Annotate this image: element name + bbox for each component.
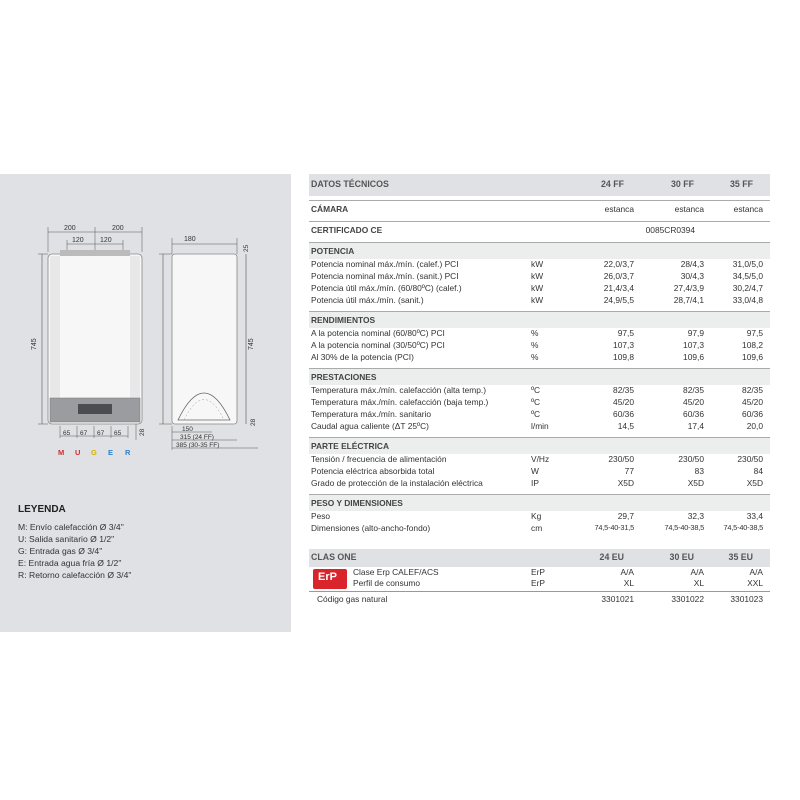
side-right-28-dim: 28 [250, 418, 257, 426]
front-view [31, 225, 146, 457]
table-row [309, 523, 770, 535]
row-label: Potencia útil máx./mín. (60/80ºC) (calef.) [311, 283, 462, 293]
row-unit: kW [531, 259, 544, 269]
side-right-top-dim: 25 [243, 244, 250, 252]
cell: XXL [747, 578, 763, 588]
row-unit: V/Hz [531, 454, 550, 464]
row-unit: kW [531, 295, 544, 305]
connection-u: U [75, 448, 81, 457]
code-30: 3301022 [671, 594, 704, 604]
row-label: Temperatura máx./mín. calefacción (alta temp.) [311, 385, 487, 395]
section-prestaciones [309, 368, 770, 385]
cell: 45/20 [613, 397, 634, 407]
connection-m: M [58, 448, 65, 457]
clas-one-header [309, 549, 770, 567]
section-potencia [309, 242, 770, 259]
section-title: RENDIMIENTOS [311, 315, 376, 325]
cell: 74,5-40-38,5 [664, 523, 704, 532]
cell: X5D [617, 478, 634, 488]
side-view [159, 236, 258, 450]
col-header-24ff: 24 FF [601, 179, 624, 189]
cell: X5D [746, 478, 763, 488]
table-row [309, 478, 770, 490]
row-unit: ºC [531, 409, 541, 419]
row-label: A la potencia nominal (30/50ºC) PCI [311, 340, 445, 350]
spec-sheet [0, 174, 800, 632]
cell: XL [623, 578, 634, 588]
bottom-spacing-3: 67 [97, 430, 105, 437]
cell: 22,0/3,7 [603, 259, 634, 269]
cell: 31,0/5,0 [732, 259, 763, 269]
table-row [309, 385, 770, 397]
col-header-35ff: 35 FF [730, 179, 753, 189]
table-header [309, 174, 770, 196]
row-label: Al 30% de la potencia (PCI) [311, 352, 414, 362]
side-bottom-dim-385: 385 (30-35 FF) [176, 442, 220, 449]
side-bottom-dim-150: 150 [182, 426, 193, 433]
row-unit: ErP [531, 578, 545, 588]
cell: 33,4 [746, 511, 763, 521]
clas-one-title: CLAS ONE [311, 552, 357, 562]
cell: A/A [620, 567, 634, 577]
table-row [309, 466, 770, 478]
row-label: A la potencia nominal (60/80ºC) PCI [311, 328, 445, 338]
codigo-gas-label: Código gas natural [317, 594, 388, 604]
section-certificado [309, 221, 770, 238]
cell: 30/4,3 [680, 271, 704, 281]
section-title: PESO Y DIMENSIONES [311, 498, 403, 508]
cell: 26,0/3,7 [603, 271, 634, 281]
legend-title: LEYENDA [18, 504, 66, 515]
cell: 82/35 [683, 385, 704, 395]
technical-data-table [309, 174, 770, 608]
boiler-dimension-drawing [0, 174, 291, 474]
camara-24: estanca [604, 204, 634, 214]
clas-one-rows [309, 567, 770, 592]
legend-item: R: Retorno calefacción Ø 3/4" [18, 570, 132, 580]
cell: 109,6 [683, 352, 704, 362]
table-row [309, 397, 770, 409]
table-row [309, 271, 770, 283]
row-label: Potencia eléctrica absorbida total [311, 466, 435, 476]
cell: 83 [694, 466, 704, 476]
cell: 84 [753, 466, 763, 476]
row-label: Potencia nominal máx./mín. (sanit.) PCI [311, 271, 459, 281]
cell: 34,5/5,0 [732, 271, 763, 281]
cell: 74,5-40-31,5 [594, 523, 634, 532]
camara-30: estanca [674, 204, 704, 214]
table-row [309, 454, 770, 466]
row-label: Clase Erp CALEF/ACS [353, 567, 439, 577]
row-unit: W [531, 466, 539, 476]
row-unit: % [531, 352, 539, 362]
drawing-panel [0, 174, 291, 632]
boiler-side-body [172, 254, 237, 424]
cell: 28/4,3 [680, 259, 704, 269]
legend-item: U: Salida sanitario Ø 1/2" [18, 534, 115, 544]
cell: 230/50 [678, 454, 704, 464]
connection-e: E [108, 448, 114, 457]
table-row [309, 578, 770, 590]
row-label: Perfil de consumo [353, 578, 421, 588]
connection-g: G [91, 448, 97, 457]
front-inner-dim-right: 120 [100, 237, 112, 244]
row-label: Potencia nominal máx./mín. (calef.) PCI [311, 259, 459, 269]
cell: 97,5 [746, 328, 763, 338]
cell: 30,2/4,7 [732, 283, 763, 293]
row-unit: ErP [531, 567, 545, 577]
section-title: CERTIFICADO CE [311, 225, 383, 235]
cell: 108,2 [742, 340, 763, 350]
table-row [309, 259, 770, 271]
erp-logo-text: ErP [318, 571, 337, 583]
table-row [309, 409, 770, 421]
side-bottom-dim-315: 315 (24 FF) [180, 434, 214, 441]
cell: 28,7/4,1 [673, 295, 704, 305]
legend-item: E: Entrada agua fría Ø 1/2" [18, 558, 122, 568]
row-unit: kW [531, 271, 544, 281]
row-unit: ºC [531, 385, 541, 395]
table-row [309, 340, 770, 352]
table-title: DATOS TÉCNICOS [311, 179, 389, 189]
row-unit: % [531, 328, 539, 338]
section-title: CÁMARA [311, 204, 349, 214]
cell: 74,5-40-38,5 [723, 523, 763, 532]
cell: 97,9 [687, 328, 704, 338]
cell: 60/36 [683, 409, 704, 419]
bottom-spacing-2: 67 [80, 430, 88, 437]
cell: 17,4 [687, 421, 704, 431]
row-label: Grado de protección de la instalación eléctrica [311, 478, 483, 488]
col-header-30ff: 30 FF [671, 179, 694, 189]
cell: X5D [687, 478, 704, 488]
table-row [309, 511, 770, 523]
legend [18, 504, 278, 581]
code-35: 3301023 [730, 594, 763, 604]
row-unit: kW [531, 283, 544, 293]
cell: 20,0 [746, 421, 763, 431]
row-unit: Kg [531, 511, 542, 521]
section-title: POTENCIA [311, 246, 355, 256]
section-title: PRESTACIONES [311, 372, 377, 382]
col-header-24eu: 24 EU [599, 552, 624, 562]
cell: 77 [624, 466, 634, 476]
cell: 60/36 [742, 409, 763, 419]
cell: 109,8 [613, 352, 634, 362]
bottom-28-dim: 28 [139, 428, 146, 436]
row-unit: IP [531, 478, 539, 488]
table-row [309, 283, 770, 295]
cell: A/A [690, 567, 704, 577]
table-row [309, 594, 770, 608]
row-unit: l/min [531, 421, 549, 431]
col-header-30eu: 30 EU [669, 552, 694, 562]
cell: 109,6 [742, 352, 763, 362]
cell: 82/35 [613, 385, 634, 395]
section-rendimientos [309, 311, 770, 328]
cell: 107,3 [613, 340, 634, 350]
front-top-dim-left: 200 [64, 225, 76, 232]
table-row [309, 421, 770, 433]
cell: 32,3 [687, 511, 704, 521]
cell: 27,4/3,9 [673, 283, 704, 293]
cell: 21,4/3,4 [603, 283, 634, 293]
cell: 14,5 [617, 421, 634, 431]
section-title: PARTE ELÉCTRICA [311, 441, 390, 451]
camara-35: estanca [733, 204, 763, 214]
section-peso-dimensiones [309, 494, 770, 511]
table-row [309, 295, 770, 307]
row-unit: % [531, 340, 539, 350]
legend-item: M: Envío calefacción Ø 3/4" [18, 522, 124, 532]
cell: 107,3 [683, 340, 704, 350]
table-row [309, 328, 770, 340]
cell: XL [693, 578, 704, 588]
row-label: Potencia útil máx./mín. (sanit.) [311, 295, 424, 305]
cell: 24,9/5,5 [603, 295, 634, 305]
table-row [309, 352, 770, 364]
col-header-35eu: 35 EU [728, 552, 753, 562]
certificado-value: 0085CR0394 [645, 225, 695, 235]
cell: 97,5 [617, 328, 634, 338]
bottom-spacing-1: 65 [63, 430, 71, 437]
connection-r: R [125, 448, 131, 457]
cell: 45/20 [683, 397, 704, 407]
side-top-dim: 180 [184, 236, 196, 243]
code-24: 3301021 [601, 594, 634, 604]
front-height-dim: 745 [31, 338, 38, 350]
cell: 33,0/4,8 [732, 295, 763, 305]
row-label: Temperatura máx./mín. calefacción (baja temp.) [311, 397, 489, 407]
cell: 82/35 [742, 385, 763, 395]
cell: A/A [749, 567, 763, 577]
row-label: Peso [311, 511, 331, 521]
bottom-spacing-4: 65 [114, 430, 122, 437]
cell: 230/50 [608, 454, 634, 464]
row-label: Caudal agua caliente (ΔT 25ºC) [311, 421, 429, 431]
row-unit: ºC [531, 397, 541, 407]
row-label: Temperatura máx./mín. sanitario [311, 409, 432, 419]
section-parte-electrica [309, 437, 770, 454]
row-label: Tensión / frecuencia de alimentación [311, 454, 447, 464]
front-top-dim-right: 200 [112, 225, 124, 232]
legend-item: G: Entrada gas Ø 3/4" [18, 546, 103, 556]
row-label: Dimensiones (alto-ancho-fondo) [311, 523, 431, 533]
row-unit: cm [531, 523, 543, 533]
front-inner-dim-left: 120 [72, 237, 84, 244]
cell: 45/20 [742, 397, 763, 407]
cell: 230/50 [737, 454, 763, 464]
cell: 29,7 [617, 511, 634, 521]
cell: 60/36 [613, 409, 634, 419]
section-camara [309, 200, 770, 217]
side-height-dim: 745 [248, 338, 255, 350]
